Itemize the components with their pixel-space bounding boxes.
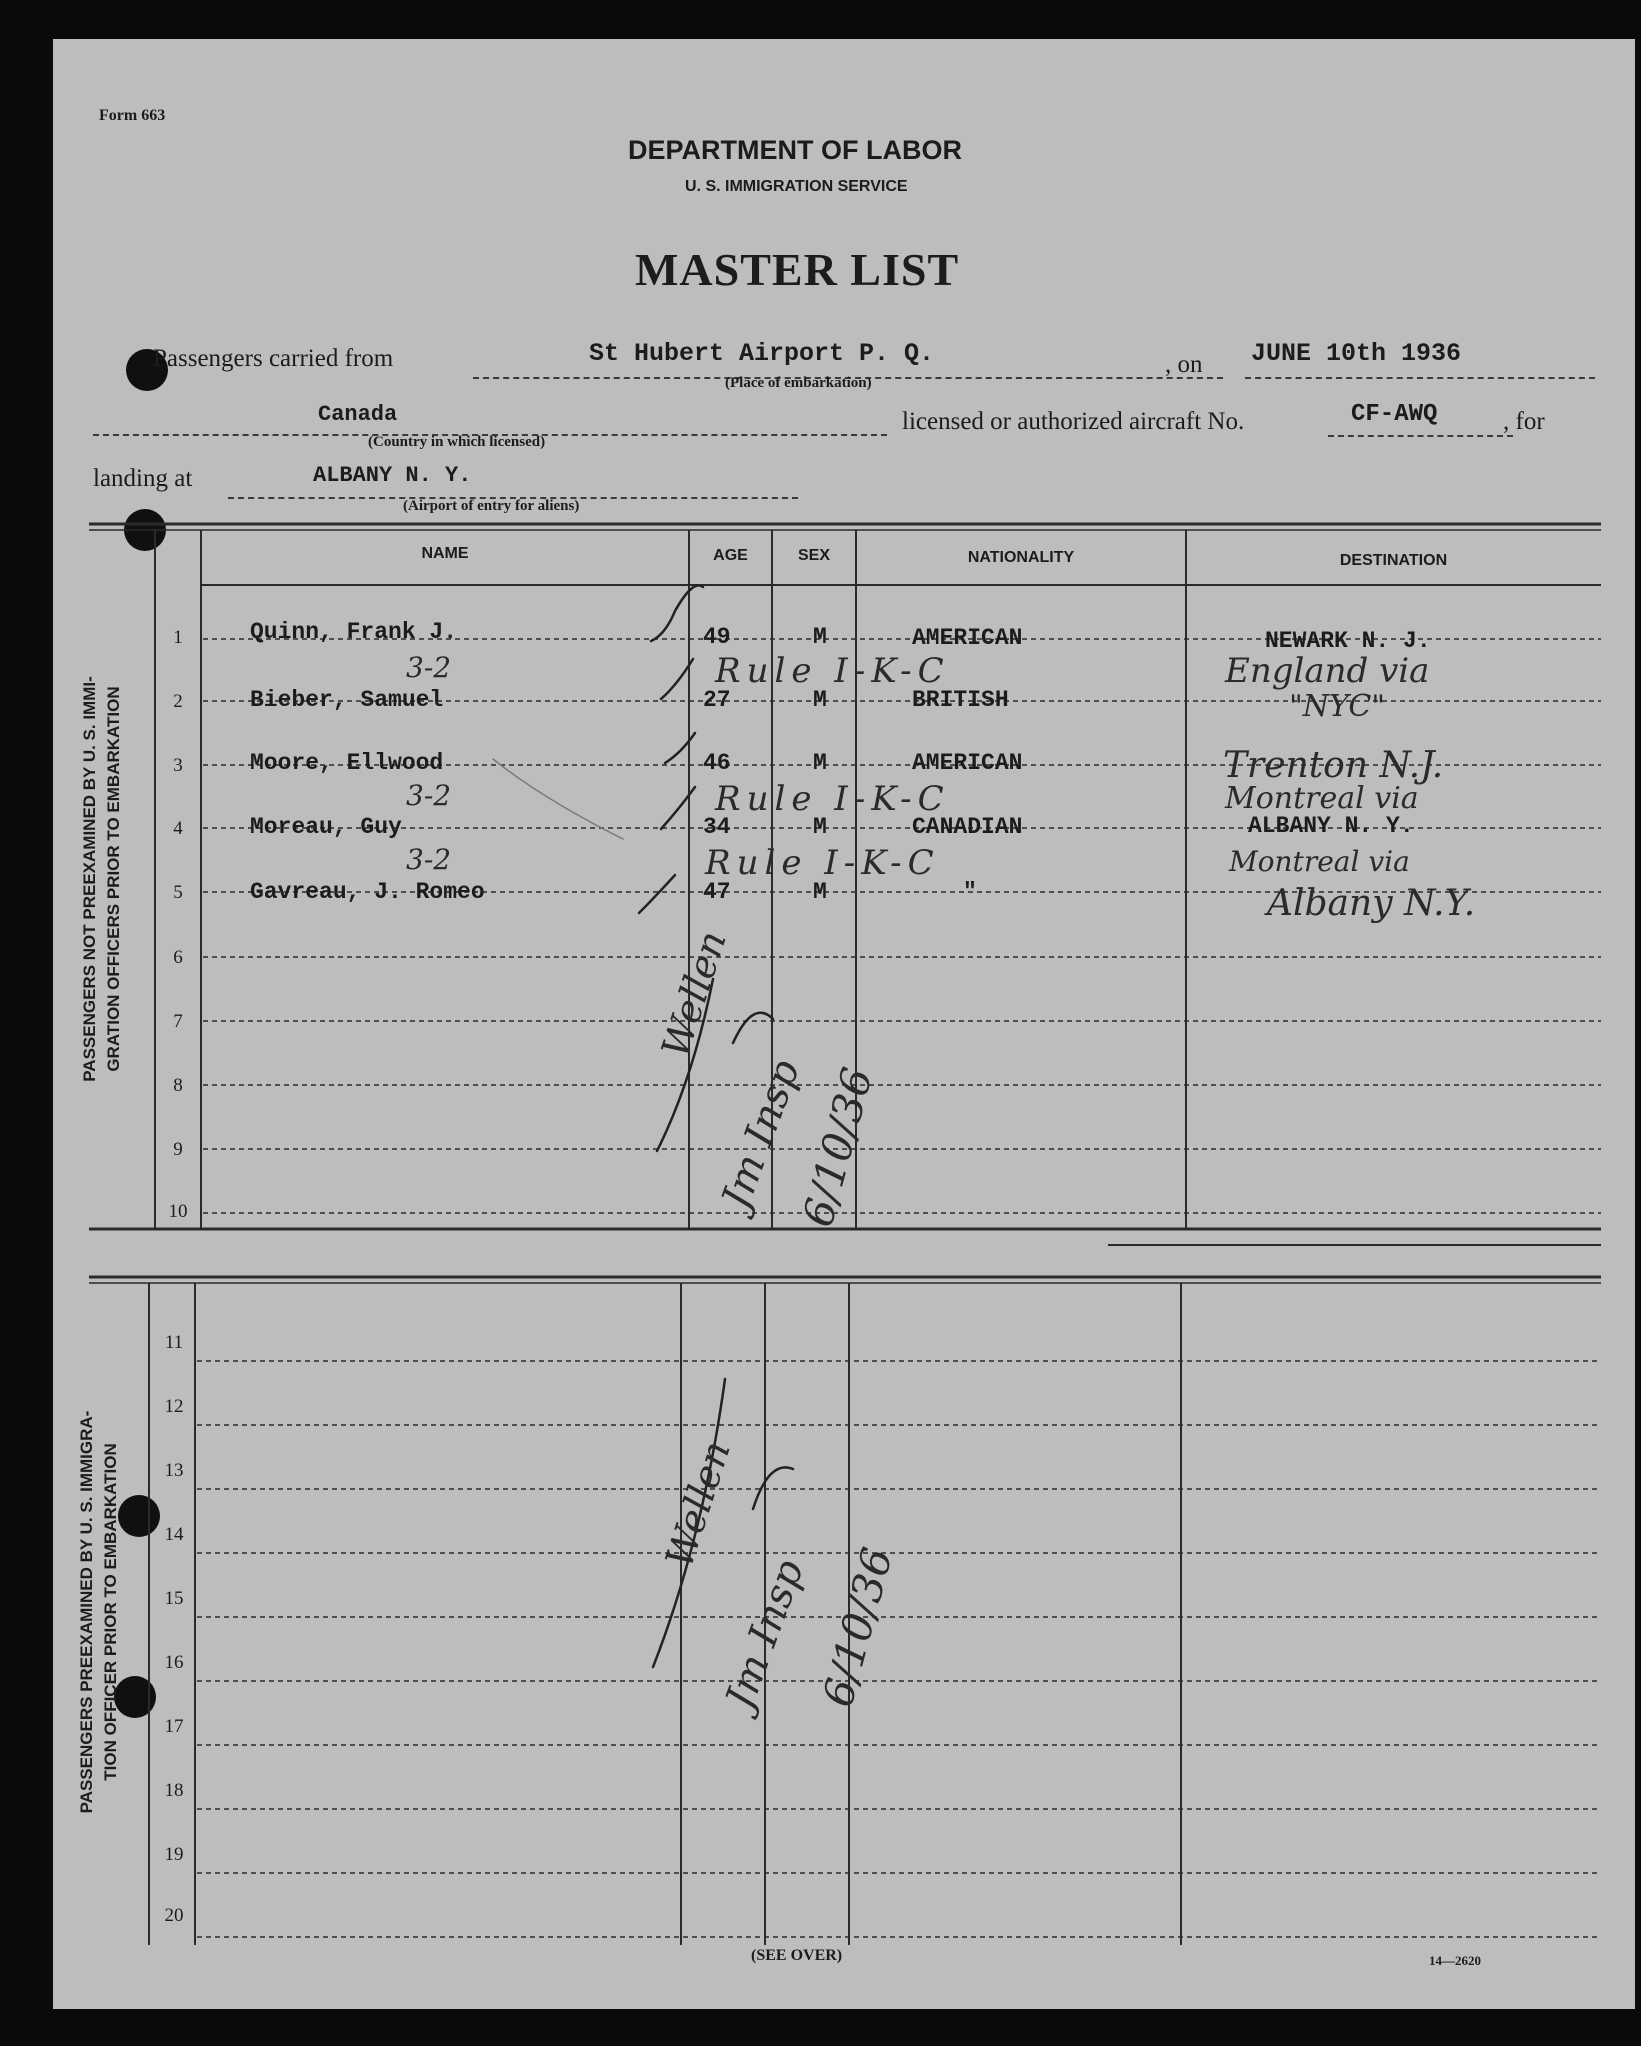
row-number: 15 <box>164 1588 184 1609</box>
landing-airport: ALBANY N. Y. <box>313 463 472 488</box>
handwritten-mark: 3-2 <box>406 779 452 812</box>
row-number: 11 <box>164 1332 184 1353</box>
handwritten-destination: Montreal via <box>1225 781 1419 816</box>
see-over-note: (SEE OVER) <box>751 1947 843 1964</box>
passenger-age: 27 <box>703 687 731 713</box>
department-heading: DEPARTMENT OF LABOR <box>628 135 962 165</box>
handwritten-rule: Rule I-K-C <box>715 651 950 691</box>
row-number: 1 <box>173 627 183 648</box>
passenger-nationality: BRITISH <box>912 687 1009 713</box>
row-number: 17 <box>164 1716 184 1737</box>
row-number: 7 <box>173 1011 183 1032</box>
passenger-age: 49 <box>703 624 731 650</box>
handwritten-destination: Montreal via <box>1229 845 1410 878</box>
embarkation-place: St Hubert Airport P. Q. <box>589 339 935 368</box>
row-number: 9 <box>173 1139 183 1160</box>
place-caption: (Place of embarkation) <box>725 375 872 391</box>
passenger-nationality: AMERICAN <box>912 750 1023 776</box>
passenger-nationality: CANADIAN <box>912 814 1023 840</box>
inspector-title: Jm Insp <box>717 1553 814 1715</box>
row-number: 10 <box>168 1201 188 1222</box>
inspector-title: Jm Insp <box>713 1053 810 1215</box>
page-title: MASTER LIST <box>635 244 960 295</box>
inspector-initials: Wellen <box>657 1435 739 1573</box>
row-number: 2 <box>173 691 183 712</box>
row-number: 13 <box>164 1460 184 1481</box>
on-label: , on <box>1165 351 1203 378</box>
inspector-initials: Wellen <box>653 925 735 1063</box>
passenger-name: Gavreau, J. Romeo <box>250 879 485 905</box>
section-2-label: PASSENGERS PREEXAMINED BY U. S. IMMIGRA- TION OFFICER PRIOR TO EMBARKATION <box>77 1410 120 1814</box>
row-number: 6 <box>173 947 183 968</box>
row-number: 16 <box>164 1652 184 1673</box>
passenger-name: Bieber, Samuel <box>250 687 444 713</box>
column-header-name: NAME <box>421 545 469 562</box>
passenger-sex: M <box>813 687 827 713</box>
license-country: Canada <box>318 402 398 427</box>
carried-from-label: Passengers carried from <box>153 345 394 372</box>
row-number: 14 <box>164 1524 184 1545</box>
row-number: 5 <box>173 882 183 903</box>
handwritten-destination: "NYC" <box>1289 689 1386 724</box>
handwritten-destination: Albany N.Y. <box>1267 883 1476 924</box>
form-number: Form 663 <box>99 107 166 124</box>
passenger-destination: NEWARK N. J. <box>1265 628 1431 654</box>
handwritten-destination: Trenton N.J. <box>1223 745 1444 786</box>
passenger-age: 34 <box>703 814 731 840</box>
passenger-sex: M <box>813 814 827 840</box>
column-header-age: AGE <box>713 547 748 564</box>
passenger-sex: M <box>813 624 827 650</box>
form-code: 14—2620 <box>1429 1953 1481 1968</box>
handwritten-mark: 3-2 <box>406 843 452 876</box>
airport-caption: (Airport of entry for aliens) <box>403 498 580 514</box>
section-1-label: PASSENGERS NOT PREEXAMINED BY U. S. IMMI- GRATION OFFICERS PRIOR TO EMBARKATION <box>80 676 123 1082</box>
passenger-name: Moreau, Guy <box>250 814 402 840</box>
column-header-sex: SEX <box>797 547 830 564</box>
form-sheet <box>53 39 1635 2009</box>
country-caption: (Country in which licensed) <box>368 434 546 450</box>
passenger-age: 46 <box>703 750 731 776</box>
passenger-name: Moore, Ellwood <box>250 750 444 776</box>
licensed-label: licensed or authorized aircraft No. <box>902 408 1245 435</box>
row-number: 18 <box>164 1780 184 1801</box>
handwritten-rule: Rule I-K-C <box>715 779 950 819</box>
handwritten-destination: England via <box>1225 651 1430 691</box>
landing-at-label: landing at <box>93 465 193 492</box>
passenger-name: Quinn, Frank J. <box>250 619 458 645</box>
column-header-nationality: NATIONALITY <box>967 549 1075 566</box>
row-number: 8 <box>173 1075 183 1096</box>
passenger-nationality: AMERICAN <box>912 625 1023 651</box>
row-number: 20 <box>164 1905 184 1926</box>
inspection-date: 6/10/36 <box>813 1542 903 1712</box>
for-label: , for <box>1503 408 1545 435</box>
inspection-date: 6/10/36 <box>793 1062 883 1232</box>
passenger-sex: M <box>813 879 827 905</box>
handwritten-mark: 3-2 <box>406 651 452 684</box>
column-header-destination: DESTINATION <box>1339 552 1448 569</box>
row-number: 3 <box>173 755 183 776</box>
passenger-age: 47 <box>703 879 731 905</box>
handwritten-rule: Rule I-K-C <box>705 843 940 883</box>
passenger-sex: M <box>813 750 827 776</box>
passenger-nationality: " <box>963 879 977 905</box>
aircraft-number: CF-AWQ <box>1351 401 1438 428</box>
row-number: 12 <box>164 1396 184 1417</box>
table-grid <box>53 39 1635 2009</box>
travel-date: JUNE 10th 1936 <box>1251 339 1462 368</box>
passenger-destination: ALBANY N. Y. <box>1248 813 1414 839</box>
row-number: 19 <box>164 1844 184 1865</box>
service-heading: U. S. IMMIGRATION SERVICE <box>685 178 908 195</box>
row-number: 4 <box>173 818 183 839</box>
